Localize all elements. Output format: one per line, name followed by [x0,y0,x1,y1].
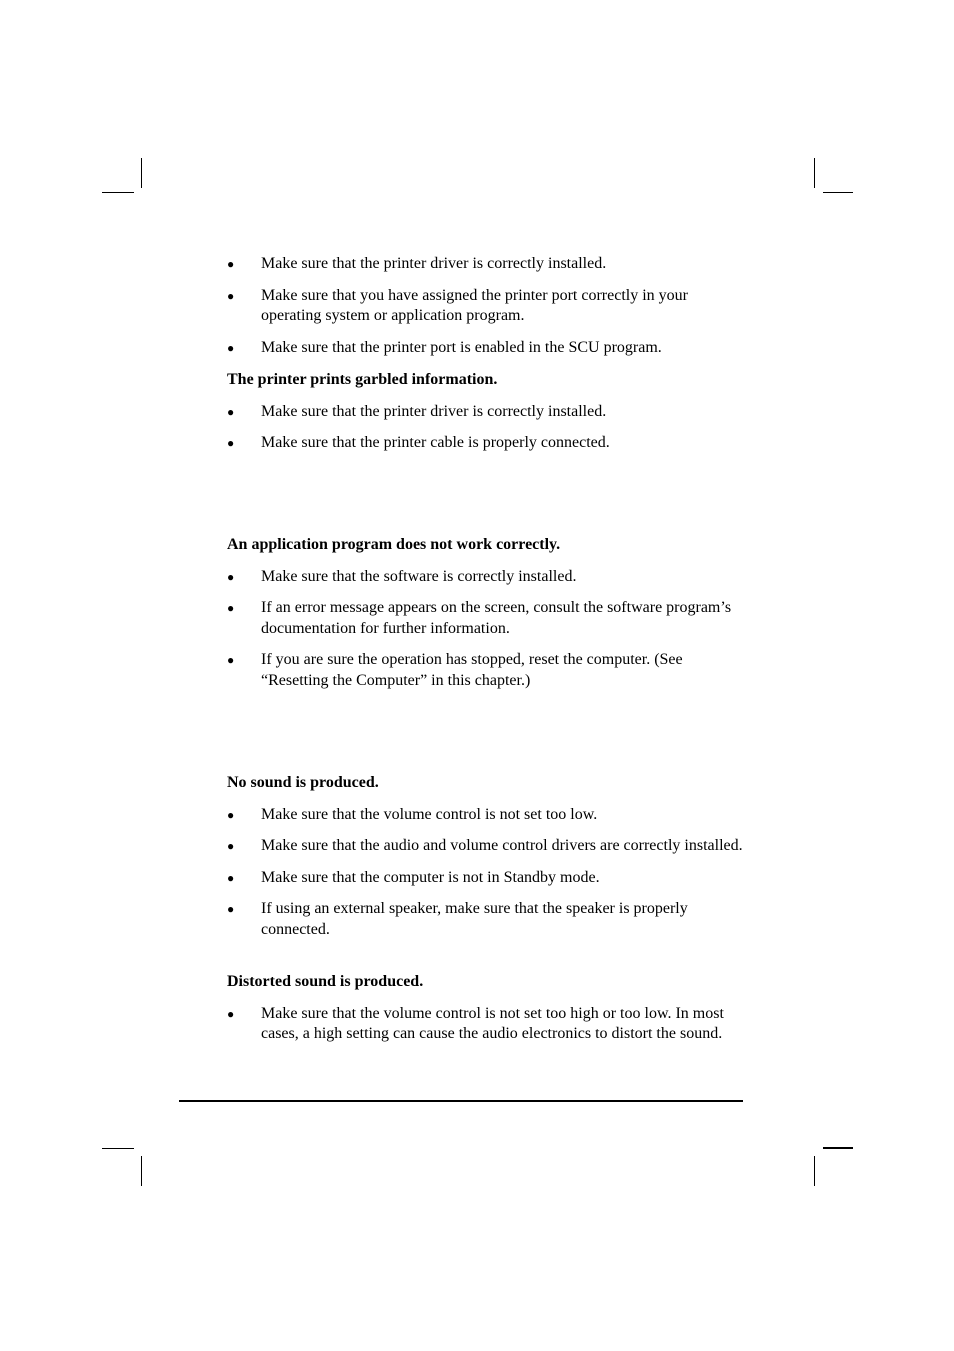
list-item-text: Make sure that the audio and volume control drivers are correctly installed. [261,837,743,854]
list-item-text: Make sure that the volume control is not set too low. [261,805,598,823]
list-item [227,899,747,940]
bullet-icon: ● [227,288,235,303]
list-item [227,1004,747,1045]
bullet-icon: ● [227,340,235,355]
distorted-sound-section [227,972,747,1045]
list-item-text: Make sure that the printer driver is correctly installed. [261,255,607,272]
crop-mark-bottom-right-v [814,1156,815,1186]
list-item [227,286,747,327]
list-item [227,567,747,588]
crop-mark-top-right-h [823,192,853,193]
list-item-text: Make sure that you have assigned the printer port correctly in your operating system or application program. [261,286,688,324]
section-heading: The printer prints garbled information. [227,371,498,388]
bullet-icon: ● [227,436,235,450]
list-item [227,402,747,423]
list-item [227,598,747,639]
application-section [227,535,747,691]
bullet-icon: ● [227,569,235,584]
footer-rule [179,1100,743,1102]
list-item-text: If using an external speaker, make sure that the speaker is properly connected. [261,900,688,938]
crop-mark-bottom-left-v [141,1156,142,1186]
bullet-icon: ● [227,807,235,822]
section-heading: Distorted sound is produced. [227,973,424,990]
list-item [227,868,747,889]
list-item-text: Make sure that the volume control is not set too high or too low. In most cases, a high setting can cause the audio electronics to distort the sound. [261,1004,724,1042]
bullet-icon: ● [227,601,235,615]
section-heading: An application program does not work correctly. [227,536,561,553]
list-item-text: Make sure that the printer driver is correctly installed. [261,402,607,420]
crop-mark-top-left-h [102,192,134,193]
crop-mark-bottom-right-h [823,1147,853,1149]
list-item-text: Make sure that the printer port is enabled in the SCU program. [261,338,662,356]
crop-mark-top-right-v [814,158,815,188]
bullet-icon: ● [227,1006,235,1021]
list-item [227,338,747,359]
list-item-text: If an error message appears on the screen, consult the software program’s documentation for further information. [261,599,732,637]
garbled-section [227,370,747,454]
no-sound-section [227,773,747,940]
printer-list [227,254,747,358]
crop-mark-bottom-left-h [102,1148,134,1149]
list-item [227,650,747,691]
bullet-icon: ● [227,653,235,667]
section-heading: No sound is produced. [227,774,379,791]
bullet-icon: ● [227,870,235,885]
crop-mark-top-left-v [141,158,142,188]
bullet-icon: ● [227,902,235,916]
list-item-text: If you are sure the operation has stopped, reset the computer. (See “Resetting the Computer” in this chapter.) [261,651,683,689]
bullet-icon: ● [227,257,235,271]
bullet-icon: ● [227,404,235,419]
list-item-text: Make sure that the software is correctly installed. [261,567,577,585]
list-item-text: Make sure that the computer is not in Standby mode. [261,868,600,886]
list-item [227,805,747,826]
list-item-text: Make sure that the printer cable is properly connected. [261,434,610,451]
list-item [227,836,747,857]
list-item [227,433,747,454]
bullet-icon: ● [227,839,235,853]
list-item [227,254,747,275]
